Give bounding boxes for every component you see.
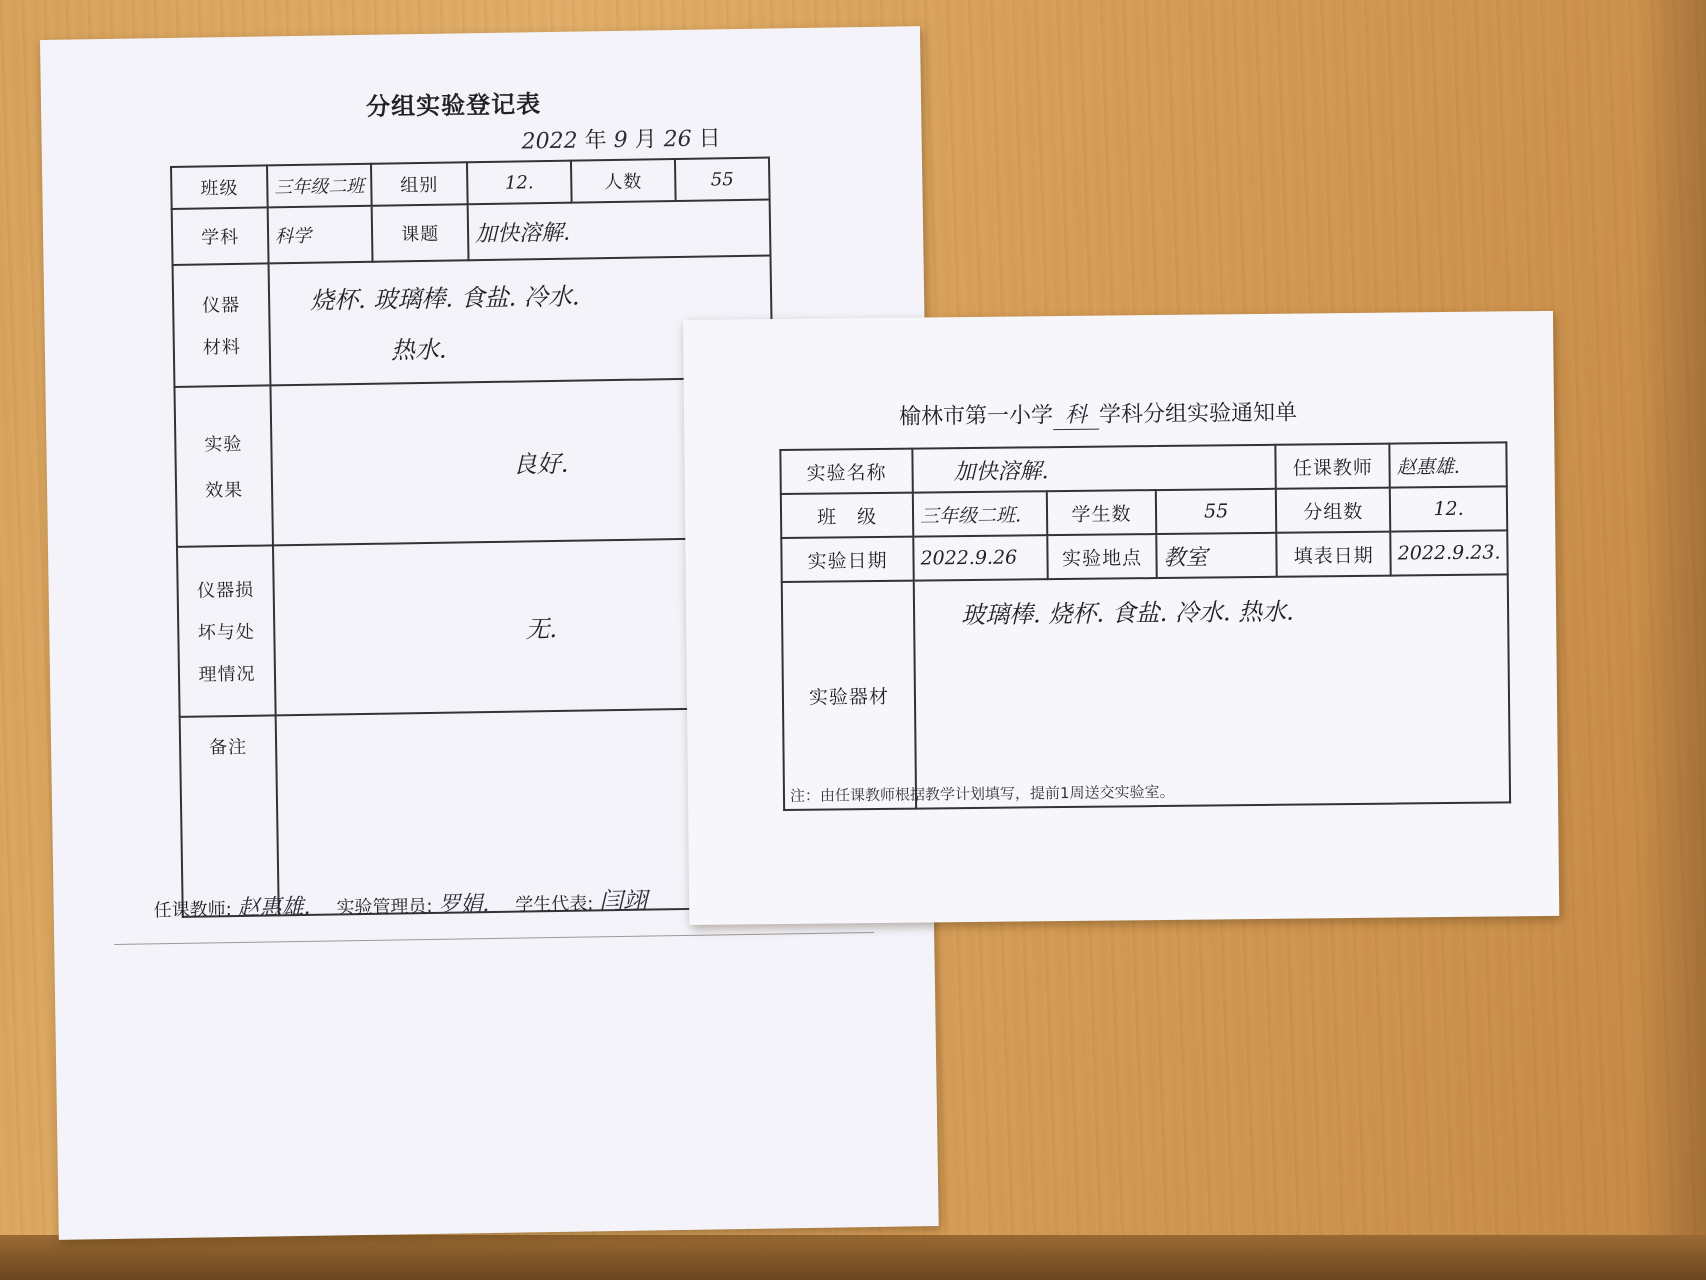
place-label: 实验地点 <box>1047 534 1156 579</box>
equipment-label: 实验器材 <box>782 581 916 810</box>
place-value: 教室 <box>1156 533 1277 578</box>
damage-label <box>177 545 276 716</box>
notice-title-fill: 科 <box>1053 398 1099 430</box>
manager-signature-label: 实验管理员: <box>336 895 433 919</box>
group-value: 12. <box>467 161 572 205</box>
damage-label-line3: 理情况 <box>198 663 256 686</box>
notice-form-title <box>899 396 1297 432</box>
date-day: 26 <box>663 126 692 153</box>
class-label: 班 级 <box>781 493 913 538</box>
manager-signature <box>336 887 489 920</box>
name-value: 加快溶解. <box>912 445 1276 493</box>
effect-label <box>174 385 273 546</box>
fill-date-label: 填表日期 <box>1276 532 1390 577</box>
register-form-date <box>521 121 721 155</box>
table-row <box>782 574 1510 810</box>
class-value: 三年级二班 <box>267 164 372 208</box>
notice-form-sheet <box>683 311 1559 925</box>
groups-value: 12. <box>1390 486 1507 531</box>
date-month-suffix: 月 <box>634 127 657 153</box>
equipment-label-line1: 仪器 <box>202 294 241 317</box>
count-label: 人数 <box>571 159 676 203</box>
subject-value: 科学 <box>268 206 373 264</box>
table-row <box>781 530 1507 582</box>
equipment-value-line1: 烧杯. 玻璃棒. 食盐. 冷水. <box>309 282 580 315</box>
fill-date-value: 2022.9.23. <box>1390 530 1507 575</box>
topic-value: 加快溶解. <box>468 200 771 261</box>
effect-value: 良好. <box>270 378 774 546</box>
register-form-title: 分组实验登记表 <box>365 90 542 121</box>
students-label: 学生数 <box>1047 490 1156 535</box>
equipment-value: 玻璃棒. 烧杯. 食盐. 冷水. 热水. <box>914 574 1510 808</box>
teacher-signature-label: 任课教师: <box>153 899 232 922</box>
notice-title-suffix: 学科分组实验通知单 <box>1098 400 1298 428</box>
student-signature-label: 学生代表: <box>515 893 594 916</box>
notice-footnote: 注：由任课教师根据教学计划填写，提前1周送交实验室。 <box>789 782 1175 805</box>
student-signature <box>515 881 647 918</box>
damage-value: 无. <box>273 538 778 716</box>
group-label: 组别 <box>371 162 468 206</box>
date-year-suffix: 年 <box>584 128 607 154</box>
class-label: 班级 <box>171 165 268 209</box>
teacher-value: 赵惠雄. <box>1390 442 1507 487</box>
date-day-suffix: 日 <box>698 126 721 152</box>
damage-label-line1: 仪器损 <box>197 579 255 602</box>
subject-label: 学科 <box>172 207 269 265</box>
name-label: 实验名称 <box>780 449 912 494</box>
teacher-label: 任课教师 <box>1276 444 1390 489</box>
date-year: 2022 <box>521 128 578 155</box>
date-label: 实验日期 <box>781 537 913 582</box>
table-edge <box>0 1235 1706 1280</box>
students-value: 55 <box>1156 489 1277 534</box>
date-value: 2022.9.26 <box>913 535 1047 580</box>
effect-label-line1: 实验 <box>204 433 243 456</box>
topic-label: 课题 <box>372 204 469 262</box>
equipment-label <box>173 263 271 386</box>
manager-signature-value: 罗娟. <box>438 892 490 918</box>
count-value: 55 <box>675 158 770 201</box>
page-rule <box>114 932 874 945</box>
notice-table <box>779 441 1511 811</box>
table-shadow <box>1636 0 1706 1280</box>
equipment-value-line2: 热水. <box>390 335 447 365</box>
equipment-label-line2: 材料 <box>202 336 242 359</box>
notice-title-prefix: 榆林市第一小学 <box>898 403 1054 430</box>
table-row <box>780 442 1506 494</box>
groups-label: 分组数 <box>1276 488 1390 533</box>
remark-label: 备注 <box>180 715 279 916</box>
damage-label-line2: 坏与处 <box>197 621 255 644</box>
class-value: 三年级二班. <box>913 491 1047 536</box>
date-month: 9 <box>613 127 628 154</box>
effect-label-line2: 效果 <box>204 479 244 502</box>
table-row <box>172 200 771 265</box>
teacher-signature-value: 赵惠雄. <box>237 894 311 922</box>
table-row <box>781 486 1507 538</box>
teacher-signature <box>153 890 310 923</box>
student-signature-value: 闫翊 <box>598 886 648 916</box>
